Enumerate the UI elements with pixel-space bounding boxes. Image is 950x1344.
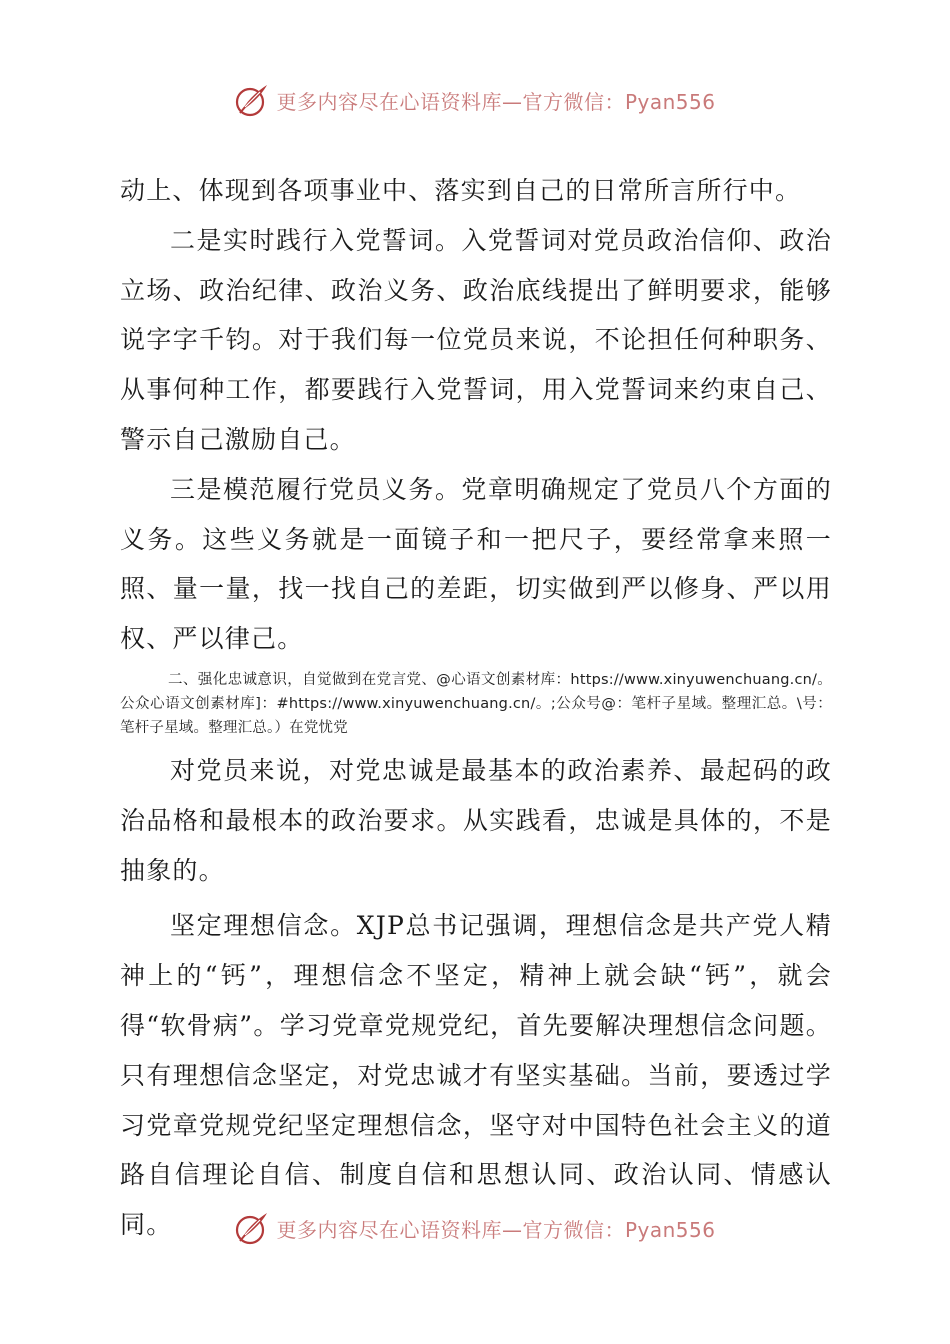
footer-banner: [0, 1210, 950, 1246]
quill-pen-logo-icon: [234, 82, 270, 118]
paragraph-ideals-belief: 坚定理想信念。XJP总书记强调，理想信念是共产党人精神上的“钙”，理想信念不坚定，精神上就会缺“钙”，就会得“软骨病”。学习党章党规党纪，首先要解决理想信念问题。只有理想信念坚定，对党忠诚才有坚实基础。当前，要透过学习党章党规党纪坚定理想信念，坚守对中国特色社会主义的道路自信理论自信、制度自信和思想认同、政治认同、情感认同。: [120, 911, 832, 1240]
quill-pen-logo-icon: [234, 1210, 270, 1246]
paragraph-point-three: 三是模范履行党员义务。党章明确规定了党员八个方面的义务。这些义务就是一面镜子和一把尺子，要经常拿来照一照、量一量，找一找自己的差距，切实做到严以修身、严以用权、严以律己。: [120, 474, 832, 654]
header-banner: [0, 82, 950, 118]
banner-text: 更多内容尽在心语资料库—官方微信：Pyan556: [276, 1217, 716, 1242]
paragraph-loyalty-intro: 对党员来说，对党忠诚是最基本的政治素养、最起码的政治品格和最根本的政治要求。从实践看，忠诚是具体的，不是抽象的。: [120, 755, 832, 885]
paragraph-continuation: 动上、体现到各项事业中、落实到自己的日常所言所行中。: [120, 176, 802, 205]
document-body: [120, 166, 832, 1250]
paragraph-point-two: 二是实时践行入党誓词。入党誓词对党员政治信仰、政治立场、政治纪律、政治义务、政治底线提出了鲜明要求，能够说字字千钧。对于我们每一位党员来说，不论担任何种职务、从事何种工作，都要践行入党誓词，用入党誓词来约束自己、警示自己激励自己。: [120, 225, 832, 454]
section-heading-note: 二、强化忠诚意识，自觉做到在党言党、@心语文创素材库：https://www.xinyuwenchuang.cn/。公众心语文创素材库]：#https://www.xinyuwenchuang.cn/。;公众号@：笔杆子星域。整理汇总。\号：笔杆子星域。整理汇总。）在党忧党: [120, 671, 832, 736]
banner-text: 更多内容尽在心语资料库—官方微信：Pyan556: [276, 89, 716, 114]
